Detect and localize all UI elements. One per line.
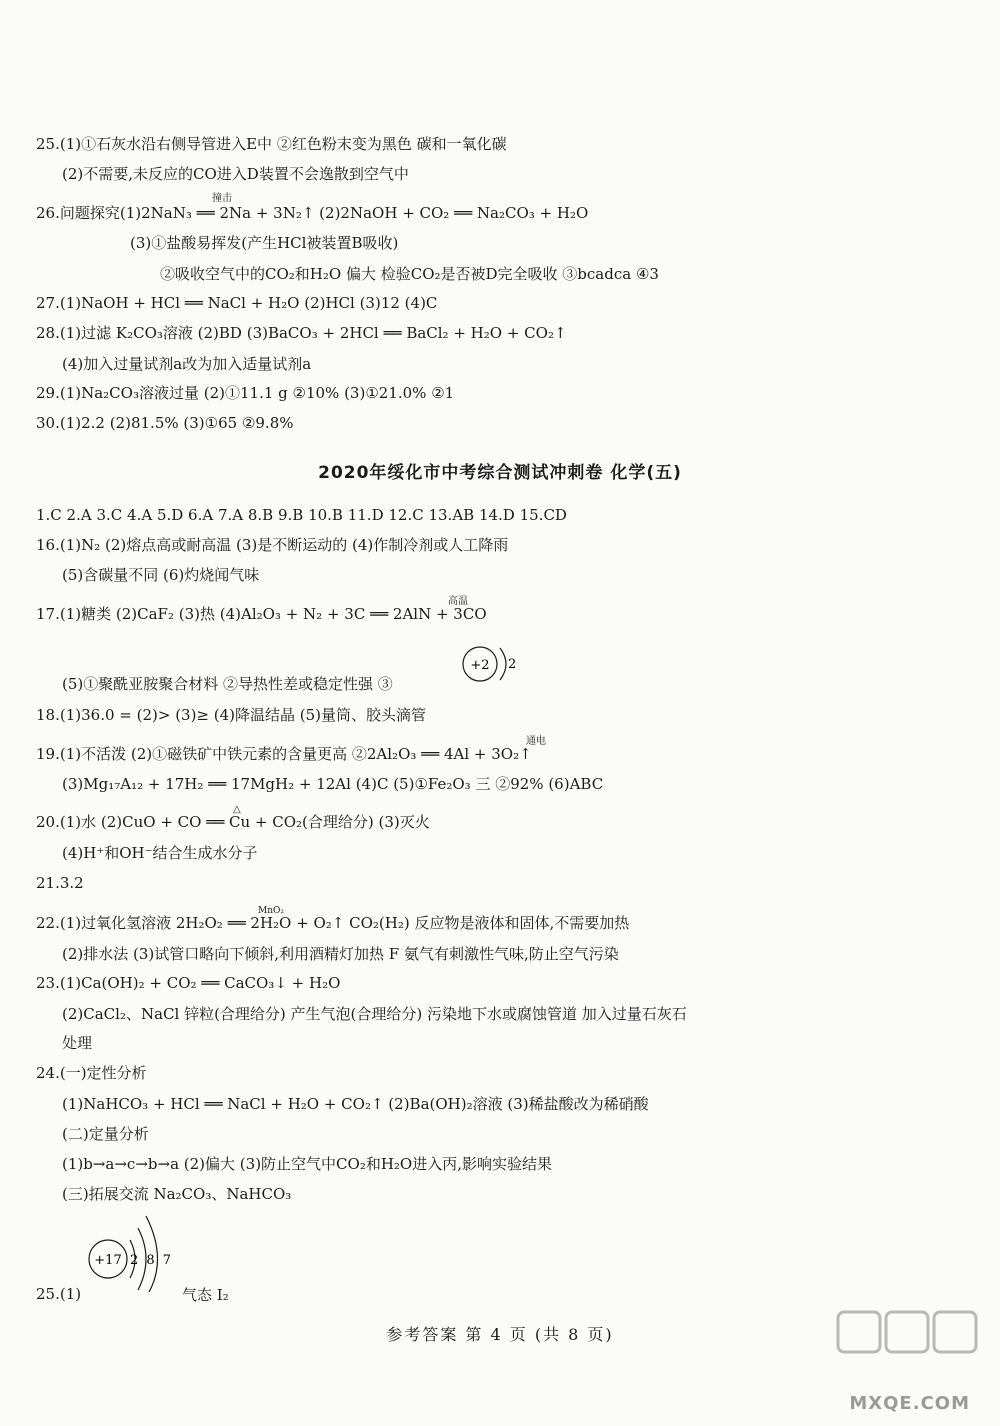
reaction-condition-high-temp: 高温 — [448, 596, 468, 607]
answer-23-line2: (2)CaCl₂、NaCl 锌粒(合理给分) 产生气泡(合理给分) 污染地下水或腐蚀管道 加入过量石灰石 — [62, 1005, 687, 1023]
answer-26-line1: 26.问题探究(1)2NaN₃ ══ 2Na + 3N₂↑ (2)2NaOH + CO₂ ══ Na₂CO₃ + H₂O — [36, 204, 589, 222]
answer-24-line4: (1)b→a→c→b→a (2)偏大 (3)防止空气中CO₂和H₂O进入丙,影响实验结果 — [62, 1155, 552, 1173]
reaction-condition-electricity: 通电 — [526, 736, 546, 747]
multiple-choice-answers: 1.C 2.A 3.C 4.A 5.D 6.A 7.A 8.B 9.B 10.B 11.D 12.C 13.AB 14.D 15.CD — [36, 506, 567, 524]
svg-text:2 8 7: 2 8 7 — [130, 1253, 174, 1268]
svg-text:+17: +17 — [94, 1253, 122, 1268]
answer-28-line1: 28.(1)过滤 K₂CO₃溶液 (2)BD (3)BaCO₃ + 2HCl ══ BaCl₂ + H₂O + CO₂↑ — [36, 324, 567, 342]
answer-25-line2: (2)不需要,未反应的CO进入D装置不会逸散到空气中 — [62, 165, 409, 183]
answer-24-line1: 24.(一)定性分析 — [36, 1064, 147, 1082]
answer-16-line1: 16.(1)N₂ (2)熔点高或耐高温 (3)是不断运动的 (4)作制冷剂或人工降雨 — [36, 536, 509, 554]
answer-20-line1: 20.(1)水 (2)CuO + CO ══ Cu + CO₂(合理给分) (3)灭火 — [36, 813, 430, 831]
watermark-text: MXQE.COM — [849, 1393, 970, 1414]
page-footer: 参考答案 第 4 页 (共 8 页) — [386, 1325, 614, 1344]
answer-24-line2: (1)NaHCO₃ + HCl ══ NaCl + H₂O + CO₂↑ (2)Ba(OH)₂溶液 (3)稀盐酸改为稀硝酸 — [62, 1095, 649, 1113]
answer-17-line1: 17.(1)糖类 (2)CaF₂ (3)热 (4)Al₂O₃ + N₂ + 3C ══ 2AlN + 3CO — [36, 605, 487, 623]
answer-21: 21.3.2 — [36, 874, 84, 892]
answer-16-line2: (5)含碳量不同 (6)灼烧闻气味 — [62, 566, 260, 584]
answer-26-line2: (3)①盐酸易挥发(产生HCl被装置B吸收) — [130, 234, 399, 252]
reaction-condition-impact: 撞击 — [212, 193, 232, 204]
watermark-logo — [830, 1306, 980, 1396]
reaction-condition-catalyst: MnO₂ — [258, 906, 284, 916]
answer-28-line2: (4)加入过量试剂a改为加入适量试剂a — [62, 355, 312, 373]
answer-17-line2: (5)①聚酰亚胺聚合材料 ②导热性差或稳定性强 ③ — [62, 675, 393, 693]
answer-29: 29.(1)Na₂CO₃溶液过量 (2)①11.1 g ②10% (3)①21.0% ②1 — [36, 384, 455, 402]
answer-30: 30.(1)2.2 (2)81.5% (3)①65 ②9.8% — [36, 414, 294, 432]
answer-22-line1: 22.(1)过氧化氢溶液 2H₂O₂ ══ 2H₂O + O₂↑ CO₂(H₂) 反应物是液体和固体,不需要加热 — [36, 914, 630, 932]
answer-22-line2: (2)排水法 (3)试管口略向下倾斜,利用酒精灯加热 F 氨气有刺激性气味,防止空气污染 — [62, 945, 619, 963]
answer-26-line3: ②吸收空气中的CO₂和H₂O 偏大 检验CO₂是否被D完全吸收 ③bcadca ④3 — [160, 265, 659, 283]
svg-text:+2: +2 — [470, 658, 490, 673]
answer-23-line1: 23.(1)Ca(OH)₂ + CO₂ ══ CaCO₃↓ + H₂O — [36, 974, 341, 992]
section-title: 2020年绥化市中考综合测试冲刺卷 化学(五) — [318, 463, 682, 483]
answer-25b-tail: 气态 I₂ — [182, 1286, 229, 1304]
answer-25-line1: 25.(1)①石灰水沿右侧导管进入E中 ②红色粉末变为黑色 碳和一氧化碳 — [36, 135, 507, 153]
atom-structure-diagram-1 — [460, 640, 520, 690]
answer-27: 27.(1)NaOH + HCl ══ NaCl + H₂O (2)HCl (3)12 (4)C — [36, 294, 438, 312]
answer-20-line2: (4)H⁺和OH⁻结合生成水分子 — [62, 844, 258, 862]
answer-23-line3: 处理 — [62, 1034, 93, 1052]
answer-24-line5: (三)拓展交流 Na₂CO₃、NaHCO₃ — [62, 1185, 292, 1203]
atom-structure-diagram-2 — [86, 1212, 176, 1292]
answer-19-line2: (3)Mg₁₇A₁₂ + 17H₂ ══ 17MgH₂ + 12Al (4)C (5)①Fe₂O₃ 三 ②92% (6)ABC — [62, 775, 604, 793]
reaction-condition-heat: △ — [233, 804, 241, 815]
answer-24-line3: (二)定量分析 — [62, 1125, 149, 1143]
answer-18: 18.(1)36.0 = (2)> (3)≥ (4)降温结晶 (5)量筒、胶头滴管 — [36, 706, 427, 724]
answer-19-line1: 19.(1)不活泼 (2)①磁铁矿中铁元素的含量更高 ②2Al₂O₃ ══ 4Al + 3O₂↑ — [36, 745, 532, 763]
answer-25b-label: 25.(1) — [36, 1285, 82, 1303]
svg-text:2: 2 — [508, 657, 517, 672]
